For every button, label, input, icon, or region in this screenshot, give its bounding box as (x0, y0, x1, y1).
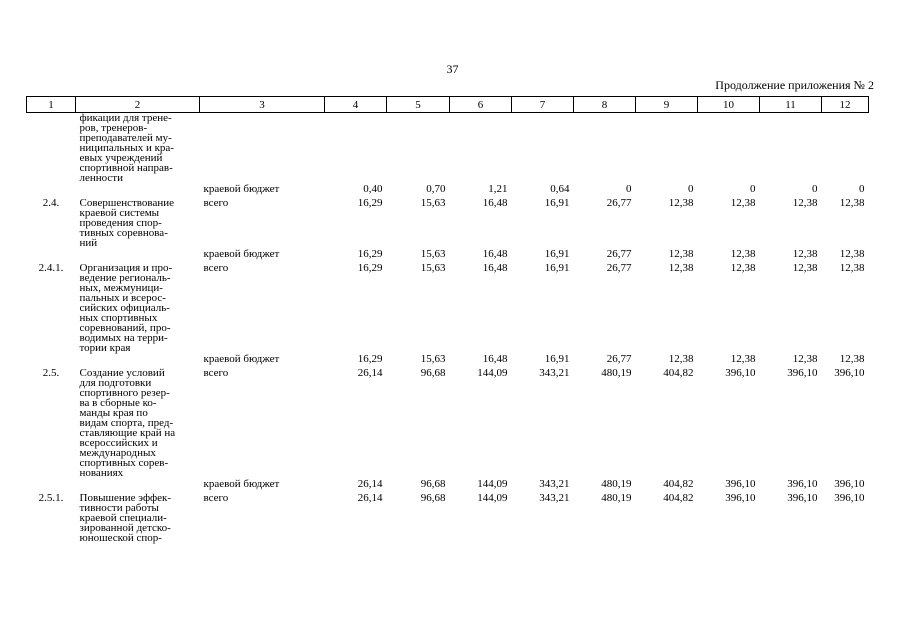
row-funding-source: всего (203, 262, 229, 274)
row-value-col-5: 15,63 (420, 197, 446, 209)
row-code (27, 249, 76, 260)
column-header-4: 4 (325, 97, 387, 113)
row-description-cell (76, 260, 200, 354)
row-value-col-4: 26,14 (357, 492, 383, 504)
row-value-col-8: 26,77 (606, 353, 632, 365)
row-value-col-8: 26,77 (606, 262, 632, 274)
row-description-cell (76, 354, 200, 365)
row-value-col-4: 26,14 (357, 367, 383, 379)
row-funding-source: краевой бюджет (203, 478, 280, 490)
row-description: Организация и про- ведение региональ- ных, межмуници- пальных и всерос- сийских официаль- ных спортивных соревнований, про- водимых на терри- тории края (79, 262, 173, 354)
row-value-col-12: 12,38 (839, 197, 865, 209)
row-value-col-9: 12,38 (668, 353, 694, 365)
row-value-col-6: 16,48 (482, 248, 508, 260)
row-value-col-12: 396,10 (834, 492, 865, 504)
column-header-6: 6 (450, 97, 512, 113)
row-value-col-12: 396,10 (834, 367, 865, 379)
row-value-col-9: 12,38 (668, 197, 694, 209)
row-description-cell (76, 479, 200, 490)
row-value-col-8: 26,77 (606, 197, 632, 209)
row-value-col-7: 16,91 (544, 197, 570, 209)
table-row (27, 479, 869, 490)
row-description: Совершенствование краевой системы проведения спор- тивных соревнова- ний (79, 197, 174, 249)
row-code: 2.5. (42, 367, 60, 379)
row-value-col-8: 480,19 (601, 492, 632, 504)
row-value-col-4 (325, 113, 387, 185)
row-description-cell (76, 184, 200, 195)
row-value-col-7: 16,91 (544, 353, 570, 365)
row-description-cell (76, 490, 200, 544)
table-row (27, 490, 869, 544)
row-value-col-10: 396,10 (725, 478, 756, 490)
row-value-col-8 (574, 113, 636, 185)
row-value-col-9: 12,38 (668, 248, 694, 260)
table-row (27, 184, 869, 195)
row-value-col-11: 396,10 (787, 478, 818, 490)
row-value-col-9: 0 (688, 183, 694, 195)
table-row (27, 113, 869, 185)
row-value-col-5: 96,68 (420, 492, 446, 504)
row-description-cell (76, 365, 200, 479)
table-body (27, 113, 869, 545)
row-value-col-9: 404,82 (663, 478, 694, 490)
row-value-col-10: 12,38 (730, 353, 756, 365)
row-funding-source: всего (203, 492, 229, 504)
row-value-col-4: 0,40 (363, 183, 383, 195)
row-value-col-6: 16,48 (482, 197, 508, 209)
row-code (27, 184, 76, 195)
header-row (27, 97, 869, 113)
column-header-8: 8 (574, 97, 636, 113)
column-header-12: 12 (822, 97, 869, 113)
row-value-col-8: 0 (626, 183, 632, 195)
row-value-col-4: 26,14 (357, 478, 383, 490)
row-value-col-11: 396,10 (787, 492, 818, 504)
row-value-col-10: 12,38 (730, 197, 756, 209)
row-description: Создание условий для подготовки спортивного резер- ва в сборные ко- манды края по видам спорта, пред- ставляющие край на всероссийских и международных спортивных сорев- нованиях (79, 367, 176, 479)
row-value-col-7: 343,21 (539, 478, 570, 490)
row-description-cell (76, 113, 200, 185)
row-value-col-5 (387, 113, 450, 185)
row-value-col-10: 12,38 (730, 248, 756, 260)
row-value-col-11: 12,38 (792, 197, 818, 209)
page-number: 37 (446, 62, 459, 76)
row-value-col-7: 343,21 (539, 492, 570, 504)
row-funding-source: краевой бюджет (203, 183, 280, 195)
row-value-col-9: 404,82 (663, 492, 694, 504)
row-funding-source (200, 113, 325, 185)
row-value-col-6: 16,48 (482, 353, 508, 365)
table-row (27, 249, 869, 260)
row-value-col-6: 144,09 (477, 478, 508, 490)
table-row (27, 365, 869, 479)
row-description-cell (76, 249, 200, 260)
row-value-col-7: 0,64 (550, 183, 570, 195)
row-value-col-12: 12,38 (839, 248, 865, 260)
row-value-col-8: 480,19 (601, 367, 632, 379)
row-description: фикации для трене- ров, тренеров- преподавателей му- ниципальных и кра- евых учреждений спортивной направ- ленности (79, 112, 174, 184)
row-value-col-5: 96,68 (420, 478, 446, 490)
row-value-col-6: 16,48 (482, 262, 508, 274)
column-header-11: 11 (760, 97, 822, 113)
row-code (27, 113, 76, 185)
row-funding-source: всего (203, 197, 229, 209)
row-code: 2.4. (42, 197, 60, 209)
row-value-col-12: 12,38 (839, 262, 865, 274)
row-description-cell (76, 195, 200, 249)
column-header-9: 9 (636, 97, 698, 113)
row-value-col-9: 12,38 (668, 262, 694, 274)
budget-table (26, 96, 869, 544)
appendix-continuation-note: Продолжение приложения № 2 (715, 78, 874, 92)
row-funding-source: краевой бюджет (203, 248, 280, 260)
row-value-col-10 (698, 113, 760, 185)
row-value-col-11: 396,10 (787, 367, 818, 379)
row-code: 2.4.1. (38, 262, 64, 274)
column-header-3: 3 (200, 97, 325, 113)
table-row (27, 354, 869, 365)
row-value-col-12 (822, 113, 869, 185)
row-value-col-7: 16,91 (544, 248, 570, 260)
row-value-col-4: 16,29 (357, 262, 383, 274)
row-value-col-5: 15,63 (420, 248, 446, 260)
row-value-col-11: 12,38 (792, 353, 818, 365)
row-value-col-10: 0 (750, 183, 756, 195)
row-value-col-5: 96,68 (420, 367, 446, 379)
row-value-col-11: 12,38 (792, 248, 818, 260)
row-code: 2.5.1. (38, 492, 64, 504)
row-value-col-11: 0 (812, 183, 818, 195)
column-header-1: 1 (27, 97, 76, 113)
table-header (27, 97, 869, 113)
row-value-col-9: 404,82 (663, 367, 694, 379)
column-header-7: 7 (512, 97, 574, 113)
table-row (27, 260, 869, 354)
row-value-col-4: 16,29 (357, 197, 383, 209)
column-header-10: 10 (698, 97, 760, 113)
row-value-col-6: 1,21 (488, 183, 508, 195)
row-description: Повышение эффек- тивности работы краевой специали- зированной детско- юношеской спор- (79, 492, 172, 544)
row-funding-source: краевой бюджет (203, 353, 280, 365)
row-value-col-12: 396,10 (834, 478, 865, 490)
row-value-col-5: 15,63 (420, 353, 446, 365)
row-value-col-7: 343,21 (539, 367, 570, 379)
row-funding-source: всего (203, 367, 229, 379)
table-row (27, 195, 869, 249)
row-value-col-10: 396,10 (725, 367, 756, 379)
column-header-2: 2 (76, 97, 200, 113)
row-value-col-8: 26,77 (606, 248, 632, 260)
row-value-col-11: 12,38 (792, 262, 818, 274)
row-value-col-7 (512, 113, 574, 185)
row-value-col-12: 0 (859, 183, 865, 195)
row-value-col-4: 16,29 (357, 353, 383, 365)
row-code (27, 354, 76, 365)
column-header-5: 5 (387, 97, 450, 113)
row-value-col-6: 144,09 (477, 367, 508, 379)
row-value-col-6: 144,09 (477, 492, 508, 504)
row-code (27, 479, 76, 490)
row-value-col-11 (760, 113, 822, 185)
row-value-col-7: 16,91 (544, 262, 570, 274)
row-value-col-5: 15,63 (420, 262, 446, 274)
row-value-col-10: 396,10 (725, 492, 756, 504)
row-value-col-12: 12,38 (839, 353, 865, 365)
row-value-col-9 (636, 113, 698, 185)
row-value-col-6 (450, 113, 512, 185)
row-value-col-4: 16,29 (357, 248, 383, 260)
row-value-col-10: 12,38 (730, 262, 756, 274)
row-value-col-8: 480,19 (601, 478, 632, 490)
row-value-col-5: 0,70 (426, 183, 446, 195)
